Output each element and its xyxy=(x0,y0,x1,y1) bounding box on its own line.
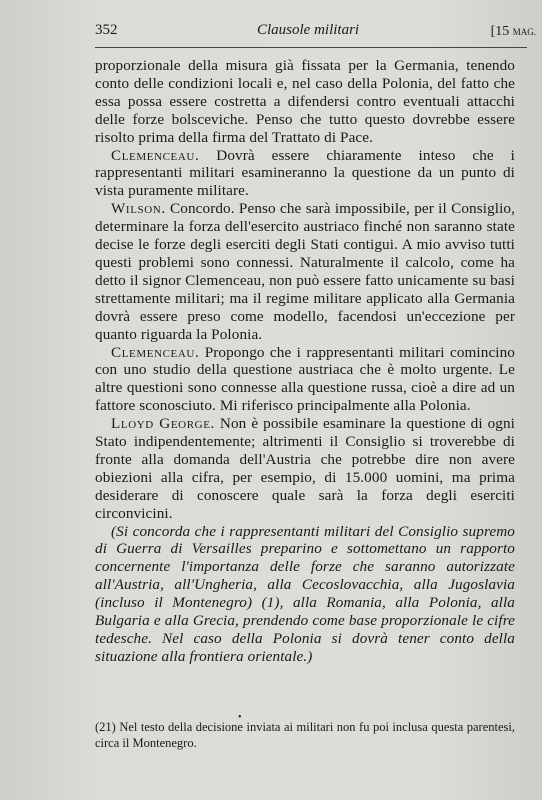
decision-paragraph: (Si concorda che i rappresentanti militari del Consiglio supremo di Guerra di Versailles preparino e sottomettano un rapporto concernente l'importanza delle forze che saranno autorizzate all'Austria, all'Ungheria, alla Cecoslovacchia, alla Jugoslavia (incluso il Montenegro) (1), alla Romania, alla Polonia, alla Bulgaria e alla Grecia, prendendo come base proporzionale le cifre tedesche. Nel caso della Polonia si dovrà tener conto della situazione alla frontiera orientale.) xyxy=(95,522,515,665)
page-header xyxy=(95,22,536,46)
speech-text: Non è possibile esaminare la questione di ogni Stato indipendentemente; altrimenti il Consiglio si troverebbe di fronte alla domanda dell'Austria che potrebbe dire non avere obiezioni alla cifra, per esempio, di 15.000 uomini, ma prima desiderare di conoscere quale sarà la forza degli eserciti circonvicini. xyxy=(95,415,516,522)
body-text xyxy=(95,57,515,666)
footnote-mark: • xyxy=(238,712,242,723)
speech-text: Propongo che i rappresentanti militari comincino con uno studio della questione austriaca che è molto urgente. Le altre questioni sono connesse alla questione russa, cioè a dire ad un fattore sconosciuto. Mi riferisco principalmente alla Polonia. xyxy=(95,343,515,415)
speech-text: Concordo. Penso che sarà impossibile, per il Consiglio, determinare la forza dell'esercito austriaco finché non saranno state decise le forze degli eserciti degli Stati contigui. A mio avviso tutti questi problemi sono connessi. Naturalmente il calcolo, come ha detto il signor Clemenceau, non può essere fatto unicamente su basi strettamente militari; ma il regime militare applicato alla Germania dovrà essere preso come modello, facendosi un'eccezione per quanto riguarda la Polonia. xyxy=(95,200,515,343)
speech-text: Dovrà essere chiaramente inteso che i rappresentanti militari esamineranno la questione da un punto di vista puramente militare. xyxy=(95,146,515,200)
margin-day: [15 xyxy=(490,24,510,39)
page-number: 352 xyxy=(95,22,118,38)
margin-month: MAG. xyxy=(512,27,536,37)
paragraph xyxy=(95,200,515,343)
paragraph xyxy=(95,344,515,416)
paragraph xyxy=(95,415,515,522)
paragraph: proporzionale della misura già fissata per la Germania, tenendo conto delle condizioni locali e, nel caso della Polonia, del fatto che essa possa essere costretta a difendersi contro eventuali attacchi delle forze bolsceviche. Penso che tutto questo dovrebbe essere risolto prima della firma del Trattato di Pace. xyxy=(95,57,515,146)
header-rule xyxy=(95,47,527,48)
footnote-text: (21) Nel testo della decisione inviata ai militari non fu poi inclusa questa parentesi, circa il Montenegro. xyxy=(95,720,515,750)
speaker-name: Lloyd George. xyxy=(111,415,215,433)
paragraph xyxy=(95,147,515,201)
speaker-name: Clemenceau. xyxy=(111,343,200,361)
margin-date xyxy=(491,24,536,40)
running-title: Clausole militari xyxy=(257,22,360,38)
footnote xyxy=(95,712,515,751)
speaker-name: Wilson. xyxy=(111,200,166,218)
speaker-name: Clemenceau. xyxy=(111,146,200,164)
